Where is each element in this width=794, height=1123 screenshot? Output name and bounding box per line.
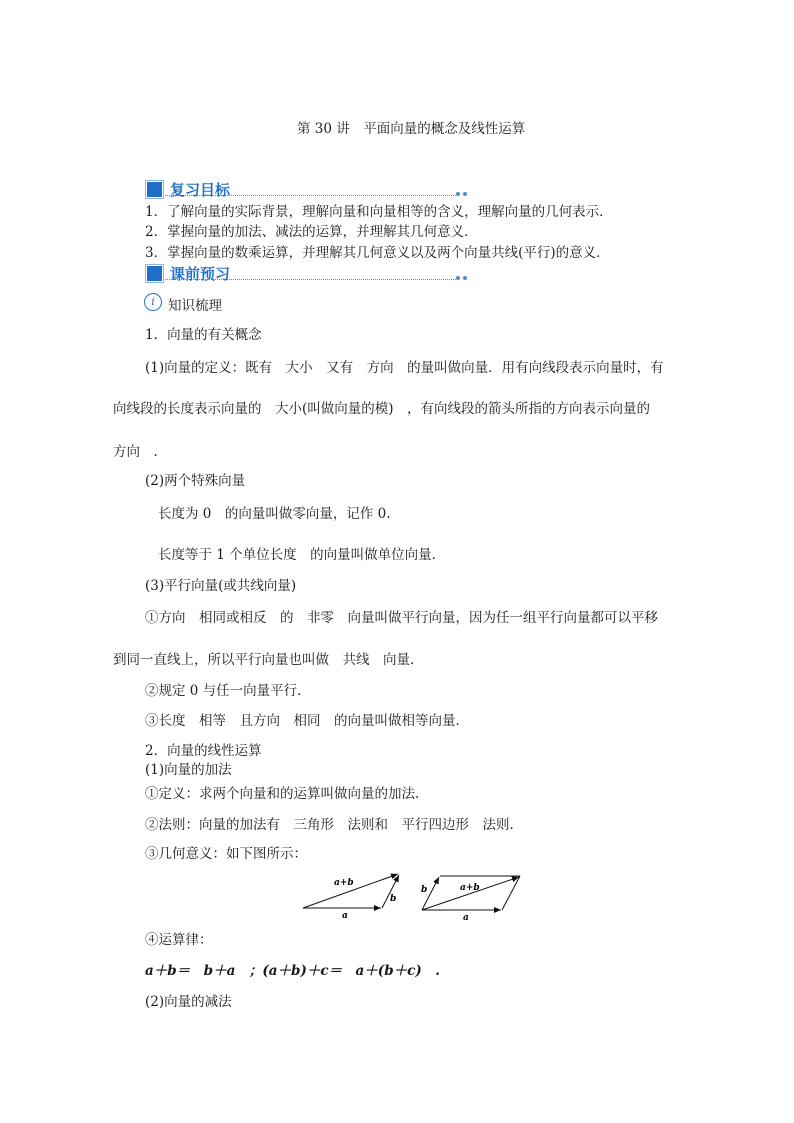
parallel-line-3: ③长度 相等 且方向 相同 的向量叫做相等向量． [145, 713, 469, 729]
subsection-title: 知识梳理 [168, 298, 222, 314]
parallelogram-rule-diagram [421, 876, 520, 923]
square-icon [147, 266, 162, 281]
section-2-title: 2．向量的线性运算 [145, 743, 262, 759]
label-a: a [342, 911, 348, 921]
label-sum: a+b [334, 878, 354, 888]
label-a: a [463, 913, 469, 923]
zero-vector-line: 长度为 0 的向量叫做零向量，记作 0. [158, 506, 391, 522]
operation-laws-title: ④运算律： [145, 932, 213, 948]
special-vectors-title: (2)两个特殊向量 [145, 473, 246, 489]
addition-line-3: ③几何意义：如下图所示： [145, 846, 307, 862]
parallelogram-right-side [502, 876, 520, 910]
review-heading [143, 180, 468, 198]
label-b: b [390, 894, 397, 904]
definition-line-3: 方向 . [113, 444, 158, 460]
review-item-3: 3．掌握向量的数乘运算，并理解其几何意义以及两个向量共线(平行)的意义． [145, 245, 610, 261]
preview-heading [143, 264, 468, 282]
definition-line-2: 向线段的长度表示向量的 大小(叫做向量的模) ，有向线段的箭头所指的方向表示向量的 [113, 401, 651, 417]
page-title: 第 30 讲 平面向量的概念及线性运算 [297, 121, 526, 137]
triangle-rule-diagram [303, 874, 399, 921]
parallel-line-2: ②规定 0 与任一向量平行． [145, 683, 311, 699]
preview-heading-label: 课前预习 [170, 265, 231, 283]
section-1-title: 1．向量的有关概念 [145, 327, 262, 343]
i-circle-icon: i [144, 293, 162, 311]
addition-line-1: ①定义：求两个向量和的运算叫做向量的加法. [145, 786, 420, 802]
subtraction-title: (2)向量的减法 [145, 994, 232, 1010]
definition-line-1: (1)向量的定义：既有 大小 又有 方向 的量叫做向量．用有向线段表示向量时，有 [145, 360, 664, 376]
addition-title: (1)向量的加法 [145, 762, 232, 778]
parallel-line-1b: 到同一直线上，所以平行向量也叫做 共线 向量． [113, 652, 424, 668]
label-sum: a+b [460, 883, 480, 893]
addition-line-2: ②法则：向量的加法有 三角形 法则和 平行四边形 法则． [145, 817, 523, 833]
review-heading-label: 复习目标 [170, 181, 231, 199]
dots-icon [456, 192, 468, 198]
dots-icon [456, 276, 468, 282]
parallel-title: (3)平行向量(或共线向量) [145, 578, 297, 594]
review-item-2: 2．掌握向量的加法、减法的运算，并理解其几何意义． [145, 224, 478, 240]
square-icon [147, 182, 162, 197]
unit-vector-line: 长度等于 1 个单位长度 的向量叫做单位向量． [158, 547, 446, 563]
parallel-line-1a: ①方向 相同或相反 的 非零 向量叫做平行向量，因为任一组平行向量都可以平移 [145, 610, 658, 626]
vector-addition-figure [295, 865, 530, 927]
review-item-1: 1．了解向量的实际背景，理解向量和向量相等的含义，理解向量的几何表示． [145, 204, 613, 220]
operation-laws-formula: a＋b＝ b＋a ；(a＋b)＋c＝ a＋(b＋c) . [145, 963, 440, 979]
label-b: b [421, 885, 428, 895]
